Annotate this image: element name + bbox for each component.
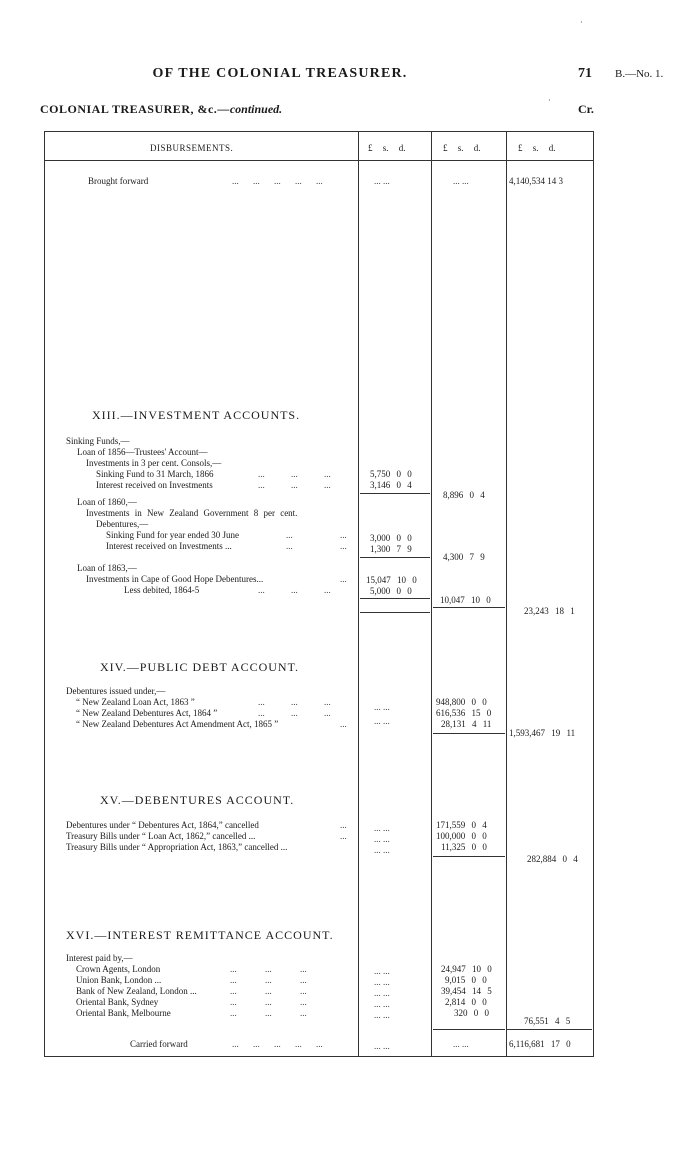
subtitle-continued: continued. — [229, 102, 283, 116]
xv-c1-leaders: ... ... — [374, 823, 390, 833]
header-rule — [44, 160, 593, 161]
xiii-rule-3 — [360, 598, 430, 599]
xiv-v1: 948,800 0 0 — [436, 697, 487, 707]
xiv-leaders: ... ... ... — [258, 697, 331, 707]
section-xvi-title: XVI.—INTEREST REMITTANCE ACCOUNT. — [66, 928, 334, 942]
xvi-leaders: ... ... ... — [230, 975, 307, 985]
subtitle-main: COLONIAL TREASURER, &c.— — [40, 102, 230, 116]
xiii-line: Loan of 1856—Trustees' Account— — [77, 447, 208, 457]
xvi-c1-leaders: ... ... — [374, 1010, 390, 1020]
xiii-line: Sinking Fund to 31 March, 1866 — [96, 469, 214, 479]
xiv-total: 1,593,467 19 11 — [509, 728, 576, 738]
xiii-line: Debentures,— — [96, 519, 149, 529]
col-header-1: £ s. d. — [368, 143, 406, 153]
xv-c1-leaders: ... ... — [374, 845, 390, 855]
xiii-leaders: ... ... ... — [258, 585, 331, 595]
xiv-line: Debentures issued under,— — [66, 686, 166, 696]
xiii-s1: 8,896 0 4 — [443, 490, 485, 500]
xiv-c1-leaders: ... ... — [374, 702, 390, 712]
section-xiv-title: XIV.—PUBLIC DEBT ACCOUNT. — [100, 660, 300, 674]
xvi-line: Bank of New Zealand, London ... — [76, 986, 197, 996]
xvi-line: Crown Agents, London — [76, 964, 161, 974]
section-xv-title: XV.—DEBENTURES ACCOUNT. — [100, 793, 295, 807]
xiv-line: “ New Zealand Loan Act, 1863 ” — [76, 697, 195, 707]
xiii-rule-1 — [360, 493, 430, 494]
xiii-total: 23,243 18 1 — [524, 606, 575, 616]
xvi-v2: 9,015 0 0 — [445, 975, 487, 985]
xvi-v3: 39,454 14 5 — [441, 986, 492, 996]
xiii-leaders: ... ... ... — [258, 480, 331, 490]
xiii-leaders: ... — [340, 574, 347, 584]
xiii-line: Investments in New Zealand Government 8 per cent. — [86, 508, 298, 518]
xv-rule — [433, 856, 505, 857]
xv-v2: 100,000 0 0 — [436, 831, 487, 841]
brought-forward-total: 4,140,534 14 3 — [509, 176, 563, 186]
xiii-s3: 10,047 10 0 — [440, 595, 491, 605]
col-divider-2 — [431, 131, 432, 1056]
xiii-rule-2 — [360, 557, 430, 558]
xiii-leaders: ... — [340, 530, 347, 540]
xiii-line: Less debited, 1864-5 — [124, 585, 200, 595]
xvi-total: 76,551 4 5 — [524, 1016, 571, 1026]
xiii-line: Investments in Cape of Good Hope Debentures... — [86, 574, 264, 584]
xiii-v4: 1,300 7 9 — [370, 544, 412, 554]
xiii-s2: 4,300 7 9 — [443, 552, 485, 562]
page-title: OF THE COLONIAL TREASURER. — [152, 66, 408, 81]
xiii-line: Interest received on Investments — [96, 480, 213, 490]
xvi-v5: 320 0 0 — [454, 1008, 489, 1018]
xv-c1-leaders: ... ... — [374, 834, 390, 844]
xvi-leaders: ... ... ... — [230, 1008, 307, 1018]
xv-v3: 11,325 0 0 — [441, 842, 487, 852]
xiv-v2: 616,536 15 0 — [436, 708, 492, 718]
xvi-v1: 24,947 10 0 — [441, 964, 492, 974]
section-xiii-title: XIII.—INVESTMENT ACCOUNTS. — [92, 408, 301, 422]
xiv-c1-leaders: ... ... — [374, 716, 390, 726]
xvi-leaders: ... ... ... — [230, 997, 307, 1007]
xvi-line: Oriental Bank, Melbourne — [76, 1008, 171, 1018]
xvi-line: Oriental Bank, Sydney — [76, 997, 159, 1007]
carried-forward-leaders: ... ... ... ... ... — [232, 1039, 323, 1049]
xiii-v6: 5,000 0 0 — [370, 586, 412, 596]
xiv-rule — [433, 733, 505, 734]
xiv-leaders: ... ... ... — [258, 708, 331, 718]
section-subtitle — [40, 102, 282, 117]
carried-forward-c1: ... ... — [374, 1041, 390, 1051]
xvi-c1-leaders: ... ... — [374, 977, 390, 987]
xv-v1: 171,559 0 4 — [436, 820, 487, 830]
xvi-rule — [433, 1029, 505, 1030]
stray-mark-2: · — [548, 96, 551, 105]
xiii-line: Sinking Fund for year ended 30 June — [106, 530, 239, 540]
xiii-line: Sinking Funds,— — [66, 436, 130, 446]
xv-total: 282,884 0 4 — [527, 854, 578, 864]
page-reference: B.—No. 1. — [615, 68, 664, 80]
col-divider-1 — [358, 131, 359, 1056]
col-header-disbursements: DISBURSEMENTS. — [150, 143, 234, 153]
xiii-leaders: ... — [286, 541, 293, 551]
carried-forward-total: 6,116,681 17 0 — [509, 1039, 571, 1049]
xiii-leaders: ... ... ... — [258, 469, 331, 479]
xv-line: Treasury Bills under “ Appropriation Act, 1863,” cancelled ... — [66, 842, 288, 852]
xiii-v1: 5,750 0 0 — [370, 469, 412, 479]
brought-forward-c1: ... ... — [374, 176, 390, 186]
col-divider-3 — [506, 131, 507, 1056]
xiii-line: Loan of 1863,— — [77, 563, 137, 573]
xiii-rule-5 — [360, 612, 430, 613]
xiii-leaders: ... — [286, 530, 293, 540]
col-header-2: £ s. d. — [443, 143, 481, 153]
xiii-line: Investments in 3 per cent. Consols,— — [86, 458, 222, 468]
xiii-line: Interest received on Investments ... — [106, 541, 232, 551]
xiii-leaders: ... — [340, 541, 347, 551]
xvi-leaders: ... ... ... — [230, 986, 307, 996]
xiii-v3: 3,000 0 0 — [370, 533, 412, 543]
xvi-leaders: ... ... ... — [230, 964, 307, 974]
xvi-c1-leaders: ... ... — [374, 988, 390, 998]
brought-forward-leaders: ... ... ... ... ... — [232, 176, 323, 186]
col-header-3: £ s. d. — [518, 143, 556, 153]
xiv-leaders: ... — [340, 719, 347, 729]
xiv-v3: 28,131 4 11 — [441, 719, 492, 729]
xv-line: Debentures under “ Debentures Act, 1864,” cancelled — [66, 820, 259, 830]
brought-forward-label: Brought forward — [88, 176, 149, 186]
xvi-c1-leaders: ... ... — [374, 999, 390, 1009]
xvi-c1-leaders: ... ... — [374, 966, 390, 976]
xiii-rule-4 — [433, 607, 505, 608]
xvi-line: Interest paid by,— — [66, 953, 133, 963]
xv-leaders: ... — [340, 820, 347, 830]
xiv-line: “ New Zealand Debentures Act Amendment Act, 1865 ” — [76, 719, 279, 729]
page-number: 71 — [578, 66, 592, 81]
carried-forward-label: Carried forward — [130, 1039, 188, 1049]
stray-mark: · — [580, 18, 583, 27]
xv-line: Treasury Bills under “ Loan Act, 1862,” cancelled ... — [66, 831, 256, 841]
xiv-line: “ New Zealand Debentures Act, 1864 ” — [76, 708, 218, 718]
xvi-v4: 2,814 0 0 — [445, 997, 487, 1007]
xv-leaders: ... — [340, 831, 347, 841]
brought-forward-c2: ... ... — [453, 176, 469, 186]
xiii-v2: 3,146 0 4 — [370, 480, 412, 490]
xvi-line: Union Bank, London ... — [76, 975, 162, 985]
xiii-v5: 15,047 10 0 — [366, 575, 417, 585]
xiii-line: Loan of 1860,— — [77, 497, 137, 507]
carried-forward-c2: ... ... — [453, 1039, 469, 1049]
credit-side-label: Cr. — [578, 102, 594, 116]
xvi-rule-total — [507, 1029, 592, 1030]
